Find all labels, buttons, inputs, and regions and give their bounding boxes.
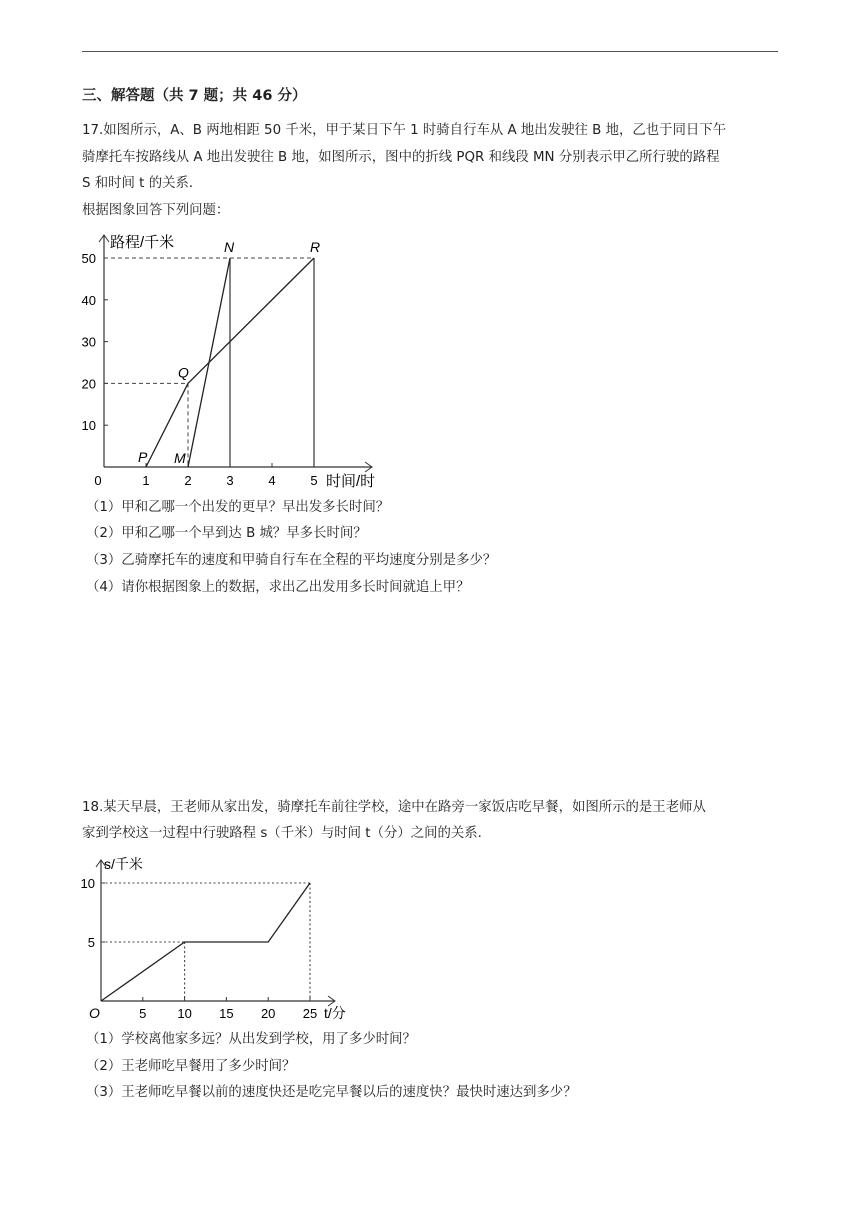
problem17-question-1: （1）甲和乙哪一个出发的更早？早出发多长时间？ xyxy=(86,500,390,515)
problem18-question-1: （1）学校离他家多远？从出发到学校，用了多少时间？ xyxy=(86,1032,416,1047)
point-label-M: M xyxy=(174,450,186,466)
point-label-R: R xyxy=(310,239,321,255)
origin-label: O xyxy=(89,1005,100,1021)
y-tick-label: 5 xyxy=(87,935,95,950)
problem18-line-2: 家到学校这一过程中行驶路程 s（千米）与时间 t（分）之间的关系． xyxy=(82,826,492,841)
y-tick-label: 10 xyxy=(81,418,96,434)
y-tick-label: 10 xyxy=(80,876,95,891)
problem17-line-4: 根据图象回答下列问题： xyxy=(82,203,230,218)
y-tick-label: 50 xyxy=(81,251,96,266)
point-label-Q: Q xyxy=(178,364,189,381)
x-tick-label: 5 xyxy=(310,473,318,488)
x-axis-label: 时间/时 xyxy=(326,473,376,490)
problem18-question-3: （3）王老师吃早餐以前的速度快还是吃完早餐以后的速度快？最快时速达到多少？ xyxy=(86,1085,577,1100)
point-label-P: P xyxy=(138,449,148,465)
section-title: 三、解答题（共 7 题；共 46 分） xyxy=(82,88,307,104)
y-tick-label: 30 xyxy=(81,334,96,350)
series-0 xyxy=(101,883,310,1001)
x-tick-label: 1 xyxy=(142,473,150,488)
problem18-question-2: （2）王老师吃早餐用了多少时间？ xyxy=(86,1059,296,1074)
y-tick-label: 40 xyxy=(81,292,96,308)
x-tick-label: 5 xyxy=(139,1006,147,1021)
problem17-line-3: S 和时间 t 的关系． xyxy=(82,176,203,191)
x-tick-label: 15 xyxy=(219,1006,234,1021)
problem17-question-3: （3）乙骑摩托车的速度和甲骑自行车在全程的平均速度分别是多少？ xyxy=(86,553,497,568)
x-tick-label: 3 xyxy=(226,473,234,488)
problem17-line-2: 骑摩托车按路线从 A 地出发驶往 B 地，如图所示，图中的折线 PQR 和线段 MN 分别表示甲乙所行驶的路程 xyxy=(82,150,720,165)
x-tick-label: 25 xyxy=(302,1006,318,1021)
origin-label: 0 xyxy=(94,473,102,488)
y-axis-label: s/千米 xyxy=(104,856,143,872)
y-tick-label: 20 xyxy=(81,376,96,392)
x-tick-label: 2 xyxy=(184,473,192,488)
x-axis-label: t/分 xyxy=(324,1005,346,1021)
problem18-line-1: 18.某天早晨，王老师从家出发，骑摩托车前往学校，途中在路旁一家饭店吃早餐，如图所示的是王老师从 xyxy=(82,800,706,815)
problem17-question-2: （2）甲和乙哪一个早到达 B 城？早多长时间？ xyxy=(86,526,367,541)
x-tick-label: 20 xyxy=(260,1006,276,1021)
point-label-N: N xyxy=(224,239,235,255)
x-tick-label: 10 xyxy=(177,1006,192,1021)
problem17-line-1: 17.如图所示，A、B 两地相距 50 千米，甲于某日下午 1 时骑自行车从 A 地出发驶往 B 地，乙也于同日下午 xyxy=(82,123,727,138)
x-tick-label: 4 xyxy=(268,473,276,488)
y-axis-label: 路程/千米 xyxy=(110,234,175,251)
problem17-question-4: （4）请你根据图象上的数据，求出乙出发用多长时间就追上甲？ xyxy=(86,580,470,595)
